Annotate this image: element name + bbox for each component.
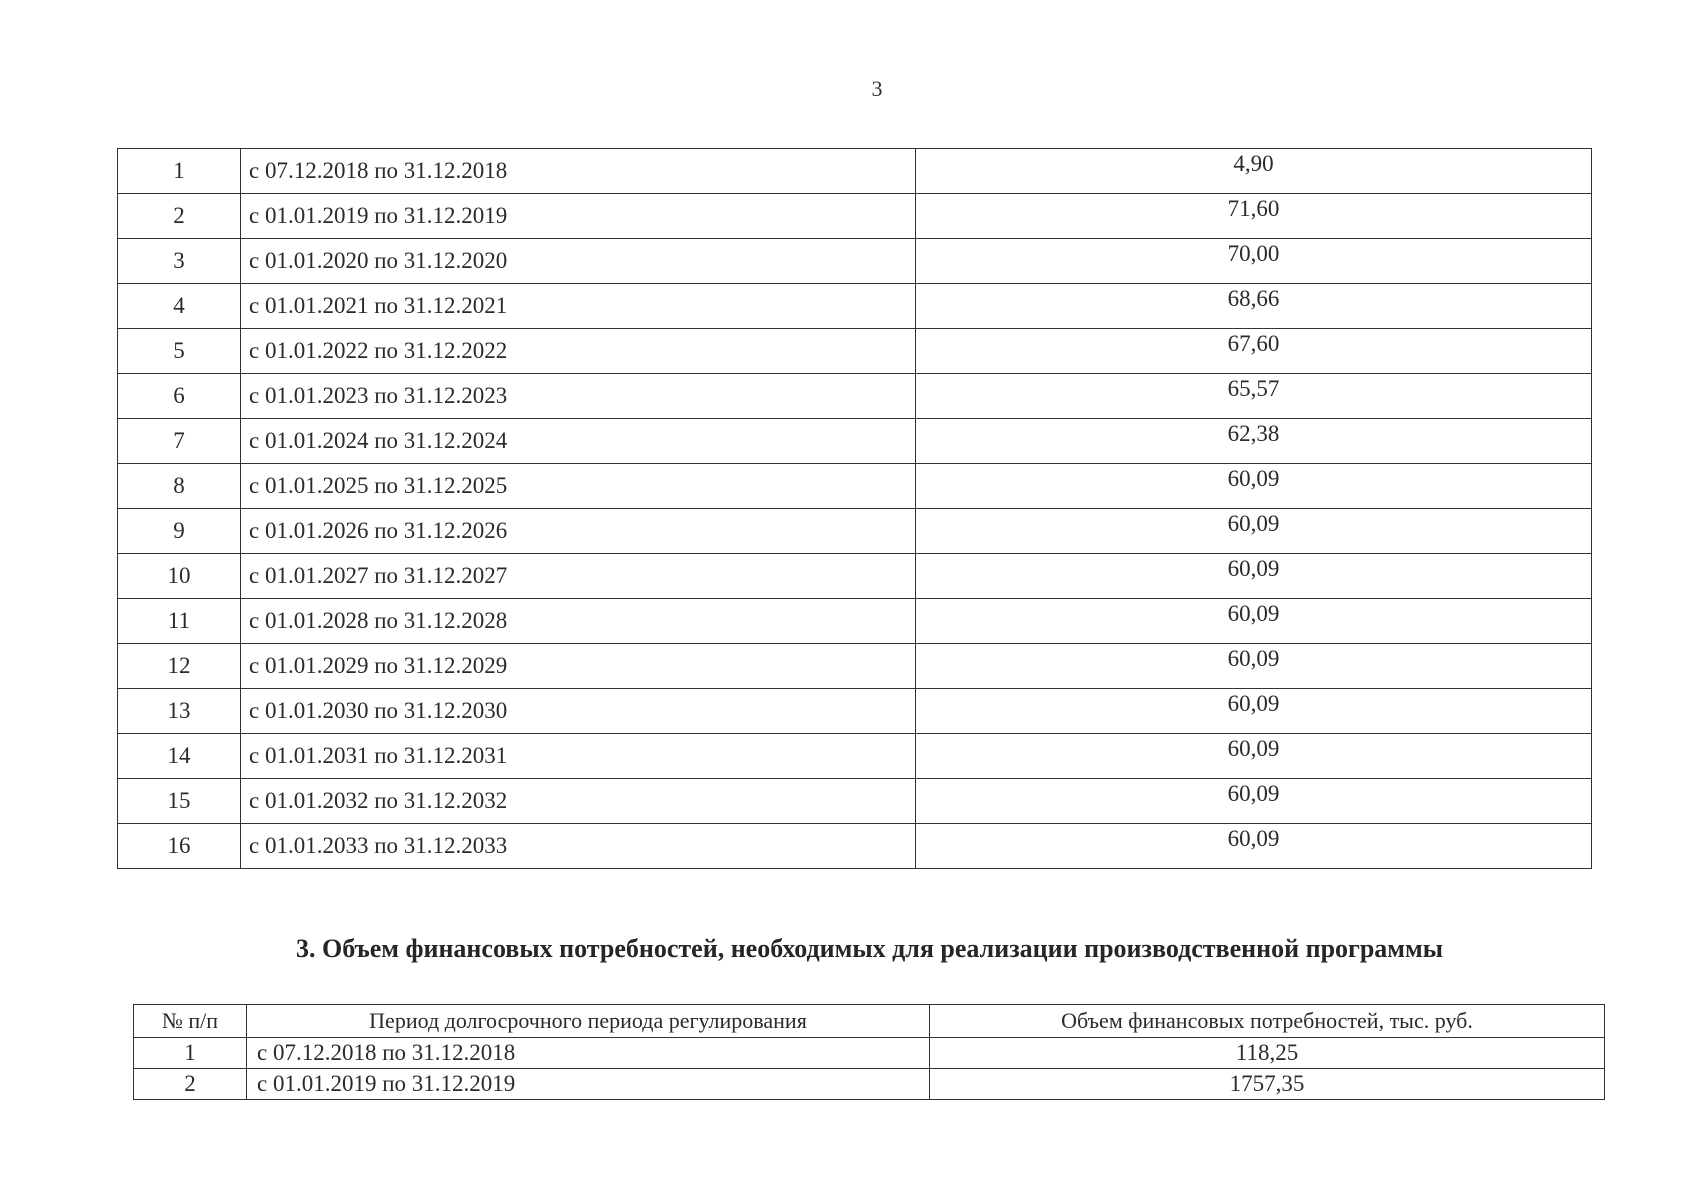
table-row <box>118 554 1592 599</box>
row-number: 16 <box>118 824 241 869</box>
table-header-row <box>134 1005 1605 1038</box>
row-period: с 01.01.2030 по 31.12.2030 <box>241 689 916 734</box>
row-number: 1 <box>134 1038 247 1069</box>
row-value: 60,09 <box>916 599 1592 644</box>
row-value: 60,09 <box>916 509 1592 554</box>
table-row <box>118 689 1592 734</box>
row-value: 60,09 <box>916 464 1592 509</box>
table-row <box>118 419 1592 464</box>
row-number: 11 <box>118 599 241 644</box>
row-number: 14 <box>118 734 241 779</box>
row-value: 60,09 <box>916 824 1592 869</box>
table-row <box>134 1038 1605 1069</box>
table-row <box>118 329 1592 374</box>
row-number: 2 <box>118 194 241 239</box>
row-number: 5 <box>118 329 241 374</box>
table-row <box>118 149 1592 194</box>
row-period: с 01.01.2029 по 31.12.2029 <box>241 644 916 689</box>
row-number: 15 <box>118 779 241 824</box>
row-number: 1 <box>118 149 241 194</box>
row-period: с 01.01.2019 по 31.12.2019 <box>247 1069 930 1100</box>
row-value: 70,00 <box>916 239 1592 284</box>
table-row <box>118 194 1592 239</box>
row-value: 65,57 <box>916 374 1592 419</box>
row-value: 4,90 <box>916 149 1592 194</box>
table-row <box>118 734 1592 779</box>
row-period: с 01.01.2024 по 31.12.2024 <box>241 419 916 464</box>
header-period: Период долгосрочного периода регулирования <box>247 1005 930 1038</box>
row-value: 62,38 <box>916 419 1592 464</box>
row-period: с 07.12.2018 по 31.12.2018 <box>241 149 916 194</box>
table-row <box>118 509 1592 554</box>
indicators-table <box>117 148 1592 869</box>
row-period: с 01.01.2026 по 31.12.2026 <box>241 509 916 554</box>
row-period: с 01.01.2023 по 31.12.2023 <box>241 374 916 419</box>
table-row <box>118 824 1592 869</box>
row-value: 60,09 <box>916 644 1592 689</box>
table-row <box>118 779 1592 824</box>
row-number: 9 <box>118 509 241 554</box>
row-number: 10 <box>118 554 241 599</box>
row-period: с 01.01.2028 по 31.12.2028 <box>241 599 916 644</box>
table-row <box>118 239 1592 284</box>
row-value: 71,60 <box>916 194 1592 239</box>
row-value: 118,25 <box>930 1038 1605 1069</box>
row-number: 4 <box>118 284 241 329</box>
row-number: 12 <box>118 644 241 689</box>
header-num: № п/п <box>134 1005 247 1038</box>
row-period: с 01.01.2033 по 31.12.2033 <box>241 824 916 869</box>
table-row <box>118 284 1592 329</box>
table-row <box>118 464 1592 509</box>
indicators-table-body <box>118 149 1592 869</box>
row-period: с 01.01.2031 по 31.12.2031 <box>241 734 916 779</box>
table-row <box>118 644 1592 689</box>
row-number: 13 <box>118 689 241 734</box>
row-number: 3 <box>118 239 241 284</box>
row-value: 60,09 <box>916 554 1592 599</box>
header-value: Объем финансовых потребностей, тыс. руб. <box>930 1005 1605 1038</box>
row-period: с 01.01.2032 по 31.12.2032 <box>241 779 916 824</box>
row-period: с 01.01.2022 по 31.12.2022 <box>241 329 916 374</box>
row-period: с 07.12.2018 по 31.12.2018 <box>247 1038 930 1069</box>
row-period: с 01.01.2019 по 31.12.2019 <box>241 194 916 239</box>
row-number: 8 <box>118 464 241 509</box>
row-number: 2 <box>134 1069 247 1100</box>
financial-needs-table <box>133 1004 1605 1100</box>
section-3-title: 3. Объем финансовых потребностей, необходимых для реализации производственной программы <box>296 934 1444 963</box>
row-value: 1757,35 <box>930 1069 1605 1100</box>
financial-needs-table-body <box>134 1038 1605 1100</box>
table-row <box>118 374 1592 419</box>
row-period: с 01.01.2020 по 31.12.2020 <box>241 239 916 284</box>
row-value: 68,66 <box>916 284 1592 329</box>
row-value: 67,60 <box>916 329 1592 374</box>
row-value: 60,09 <box>916 689 1592 734</box>
row-period: с 01.01.2027 по 31.12.2027 <box>241 554 916 599</box>
row-number: 7 <box>118 419 241 464</box>
row-value: 60,09 <box>916 779 1592 824</box>
row-number: 6 <box>118 374 241 419</box>
row-period: с 01.01.2021 по 31.12.2021 <box>241 284 916 329</box>
row-period: с 01.01.2025 по 31.12.2025 <box>241 464 916 509</box>
page-number: 3 <box>871 76 883 101</box>
table-row <box>134 1069 1605 1100</box>
table-row <box>118 599 1592 644</box>
row-value: 60,09 <box>916 734 1592 779</box>
